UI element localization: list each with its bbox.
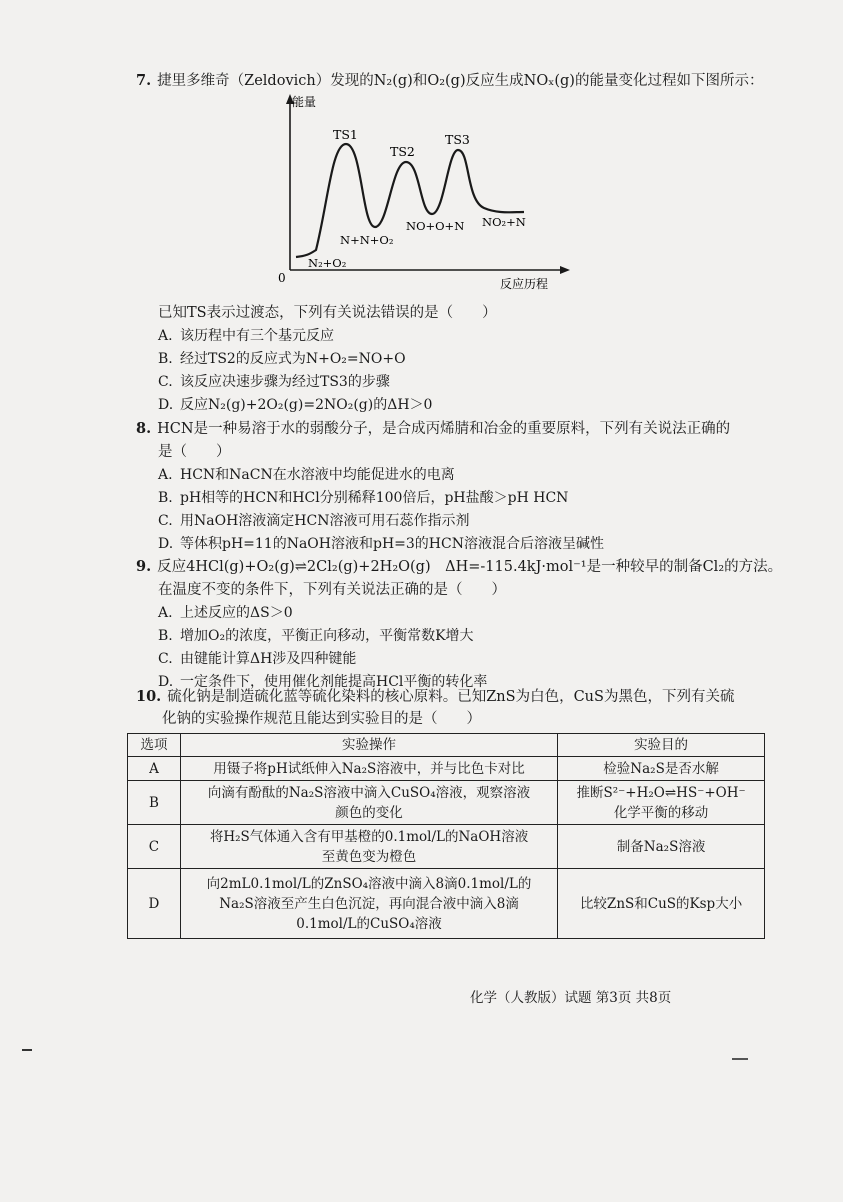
- row-operation: [180, 869, 557, 939]
- q8-number: 8.: [136, 420, 152, 437]
- operation-line: 至黄色变为橙色: [321, 848, 417, 865]
- q10-stem-line1: 硫化钠是制造硫化蓝等硫化染料的核心原料。已知ZnS为白色，CuS为黑色，下列有关硫: [167, 689, 735, 705]
- species-label-reactants: N₂+O₂: [308, 256, 347, 270]
- option-text: 增加O₂的浓度，平衡正向移动，平衡常数K增大: [180, 628, 474, 644]
- header-option: 选项: [128, 734, 181, 757]
- option-label: D.: [158, 536, 174, 552]
- header-operation: 实验操作: [180, 734, 557, 757]
- q9-number: 9.: [136, 558, 152, 575]
- option-label: A.: [158, 328, 173, 344]
- q7-option-b: [158, 348, 406, 370]
- energy-diagram: [270, 92, 570, 292]
- option-label: D.: [158, 674, 174, 690]
- option-label: C.: [158, 513, 173, 529]
- row-option: A: [128, 757, 181, 781]
- operation-line: 0.1mol/L的CuSO₄溶液: [296, 915, 442, 932]
- q7-option-a: [158, 325, 334, 347]
- option-text: 该历程中有三个基元反应: [180, 328, 334, 344]
- option-label: A.: [158, 467, 173, 483]
- q7-option-c: [158, 371, 390, 393]
- goal-line: 推断S²⁻+H₂O⇌HS⁻+OH⁻: [576, 784, 746, 801]
- option-text: 一定条件下，使用催化剂能提高HCl平衡的转化率: [180, 674, 488, 690]
- q8-option-b: [158, 487, 568, 509]
- option-label: B.: [158, 490, 173, 506]
- option-text: 经过TS2的反应式为N+O₂=NO+O: [180, 351, 406, 367]
- operation-line: 将H₂S气体通入含有甲基橙的0.1mol/L的NaOH溶液: [209, 828, 529, 845]
- option-text: 等体积pH=11的NaOH溶液和pH=3的HCN溶液混合后溶液呈碱性: [180, 536, 604, 552]
- q7-stem-text: 捷里多维奇（Zeldovich）发现的N₂(g)和O₂(g)反应生成NOₓ(g)的能量变化过程如下图所示：: [157, 73, 764, 89]
- peak-label-ts3: TS3: [445, 132, 470, 147]
- row-goal: [558, 869, 765, 939]
- q9-option-c: [158, 648, 356, 670]
- row-option: D: [128, 869, 181, 939]
- header-goal: 实验目的: [558, 734, 765, 757]
- option-label: C.: [158, 651, 173, 667]
- option-text: 反应N₂(g)+2O₂(g)=2NO₂(g)的ΔH＞0: [180, 397, 433, 413]
- row-operation: [180, 757, 557, 781]
- q9-stem-line1: 反应4HCl(g)+O₂(g)⇌2Cl₂(g)+2H₂O(g) ΔH=-115.4kJ·mol⁻¹是一种较早的制备Cl₂的方法。: [157, 559, 783, 575]
- option-text: 用NaOH溶液滴定HCN溶液可用石蕊作指示剂: [180, 513, 470, 529]
- option-text: 由键能计算ΔH涉及四种键能: [180, 651, 357, 667]
- row-goal: [558, 825, 765, 869]
- goal-line: 检验Na₂S是否水解: [603, 760, 719, 777]
- q8-stem-line1: HCN是一种易溶于水的弱酸分子，是合成丙烯腈和冶金的重要原料，下列有关说法正确的: [157, 421, 731, 437]
- option-text: HCN和NaCN在水溶液中均能促进水的电离: [180, 467, 455, 483]
- option-label: B.: [158, 351, 173, 367]
- q7-option-d: [158, 394, 432, 416]
- peak-label-ts1: TS1: [333, 127, 358, 142]
- option-text: 该反应决速步骤为经过TS3的步骤: [180, 374, 390, 390]
- q8-stem-line2: 是（ ）: [158, 444, 231, 460]
- q9-option-b: [158, 625, 474, 647]
- row-operation: [180, 781, 557, 825]
- q8-option-d: [158, 533, 604, 555]
- q9-option-a: [158, 602, 293, 624]
- row-goal: [558, 757, 765, 781]
- q9-stem-line2: 在温度不变的条件下，下列有关说法正确的是（ ）: [158, 582, 506, 598]
- table-row: [128, 781, 765, 825]
- goal-line: 比较ZnS和CuS的Ksp大小: [579, 895, 743, 912]
- q7-intro: 已知TS表示过渡态，下列有关说法错误的是（ ）: [158, 305, 497, 321]
- operation-line: 向滴有酚酞的Na₂S溶液中滴入CuSO₄溶液，观察溶液: [207, 784, 531, 801]
- energy-curve: [296, 144, 524, 257]
- species-label-products: NO₂+N: [482, 215, 526, 229]
- q7-number: 7.: [136, 72, 152, 89]
- option-label: A.: [158, 605, 173, 621]
- goal-line: 化学平衡的移动: [613, 804, 709, 821]
- q8-option-c: [158, 510, 469, 532]
- option-label: B.: [158, 628, 173, 644]
- q7-stem: [136, 70, 763, 92]
- scan-mark-dash: [22, 1049, 32, 1051]
- row-goal: [558, 781, 765, 825]
- goal-line: 制备Na₂S溶液: [616, 838, 706, 855]
- origin-label: 0: [278, 271, 286, 285]
- species-label-intermediate-2: NO+O+N: [406, 219, 465, 233]
- q8-option-a: [158, 464, 455, 486]
- page-footer: 化学（人教版）试题 第3页 共8页: [470, 990, 672, 1006]
- option-text: pH相等的HCN和HCl分别稀释100倍后，pH盐酸＞pH HCN: [180, 490, 569, 506]
- row-operation: [180, 825, 557, 869]
- scan-mark-dots: [732, 1058, 748, 1060]
- operation-line: Na₂S溶液至产生白色沉淀，再向混合液中滴入8滴: [219, 895, 519, 912]
- row-option: C: [128, 825, 181, 869]
- operation-line: 颜色的变化: [335, 804, 403, 821]
- operation-line: 向2mL0.1mol/L的ZnSO₄溶液中滴入8滴0.1mol/L的: [206, 875, 532, 892]
- option-label: D.: [158, 397, 174, 413]
- option-text: 上述反应的ΔS＞0: [180, 605, 293, 621]
- q10-number: 10.: [136, 688, 162, 705]
- q8-stem: [136, 418, 730, 440]
- peak-label-ts2: TS2: [390, 144, 415, 159]
- table-row: [128, 869, 765, 939]
- y-axis-label: 能量: [292, 95, 317, 109]
- q10-stem: [136, 686, 734, 708]
- q9-stem: [136, 556, 782, 578]
- row-option: B: [128, 781, 181, 825]
- species-label-intermediate-1: N+N+O₂: [340, 233, 394, 247]
- option-label: C.: [158, 374, 173, 390]
- table-header-row: [128, 734, 765, 757]
- q10-stem-line2: 化钠的实验操作规范且能达到实验目的是（ ）: [162, 711, 481, 727]
- operation-line: 用镊子将pH试纸伸入Na₂S溶液中，并与比色卡对比: [213, 760, 525, 777]
- experiment-table: [127, 733, 765, 939]
- table-row: [128, 757, 765, 781]
- x-axis-label: 反应历程: [500, 277, 549, 291]
- table-row: [128, 825, 765, 869]
